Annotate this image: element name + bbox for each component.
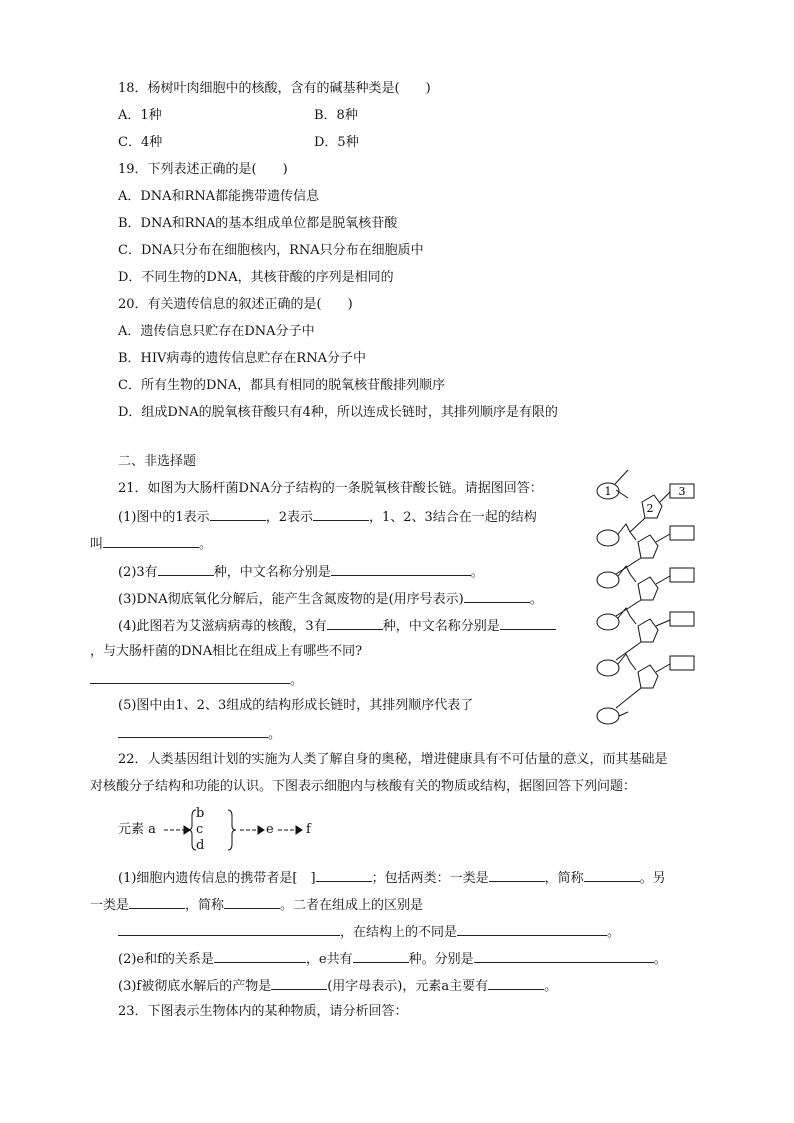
sugar-pentagon [638, 577, 658, 600]
q19-option-d: D．不同生物的DNA，其核苷酸的序列是相同的 [118, 270, 394, 285]
section-title: 二、非选择题 [118, 454, 197, 469]
sugar-pentagon [638, 535, 658, 558]
answer-blank[interactable] [457, 922, 607, 936]
q18-option-b: B．8种 [314, 108, 358, 123]
phosphate-circle [597, 614, 619, 630]
q21-part4-answer: 。 [90, 670, 303, 690]
label-1: 1 [604, 485, 612, 498]
q22-part3: (3)f被彻底水解后的产物是 (用字母表示)，元素a主要有 。 [118, 976, 557, 996]
q21-part3: (3)DNA彻底氧化分解后，能产生含氮废物的是(用序号表示) 。 [118, 589, 543, 609]
bond-line [616, 642, 641, 660]
q21-part4: (4)此图若为艾滋病病毒的核酸，3有 种，中文名称分别是 [118, 616, 556, 636]
phosphate-circle [597, 530, 619, 546]
flow-arrows [162, 806, 362, 854]
flow-d: d [196, 838, 205, 853]
q21-part4-cont: ，与大肠杆菌的DNA相比在组成上有哪些不同? [90, 644, 363, 659]
base-box [670, 656, 694, 670]
answer-blank[interactable] [90, 670, 290, 684]
q20-option-c: C．所有生物的DNA，都具有相同的脱氧核苷酸排列顺序 [118, 378, 446, 393]
base-box [670, 568, 694, 582]
q19-option-a: A．DNA和RNA都能携带遗传信息 [118, 189, 320, 204]
flow-element-a: 元素 a [118, 822, 156, 837]
answer-blank[interactable] [327, 616, 383, 630]
q21-stem: 21．如图为大肠杆菌DNA分子结构的一条脱氧核苷酸长链。请据图回答： [118, 481, 543, 496]
q18-stem: 18．杨树叶肉细胞中的核酸，含有的碱基种类是( ) [118, 81, 431, 96]
label-3: 3 [678, 485, 686, 498]
bond-line [656, 576, 670, 584]
answer-blank[interactable] [103, 534, 199, 548]
bond-line [618, 608, 636, 624]
q22-part1: (1)细胞内遗传信息的携带者是[ ] ；包括两类：一类是 ，简称 。另 [118, 868, 666, 888]
answer-blank[interactable] [210, 507, 266, 521]
q19-stem: 19．下列表述正确的是( ) [118, 162, 288, 177]
q22-stem-1: 22．人类基因组计划的实施为人类了解自身的奥秘，增进健康具有不可估量的意义，而其基础是 [118, 752, 668, 767]
q20-option-d: D．组成DNA的脱氧核苷酸只有4种，所以连成长链时，其排列顺序是有限的 [118, 405, 558, 420]
answer-blank[interactable] [158, 562, 214, 576]
label-2: 2 [646, 502, 654, 515]
q22-part1-cont: 一类是 ，简称 。二者在组成上的区别是 [90, 895, 423, 915]
phosphate-circle [597, 660, 619, 676]
phosphate-circle [597, 708, 619, 724]
q18-option-d: D．5种 [314, 135, 359, 150]
q21-part5-answer: 。 [118, 724, 281, 744]
flow-f: f [306, 822, 311, 837]
q18-option-a: A．1种 [118, 108, 162, 123]
bond-line [618, 524, 636, 540]
q21-part1-cont: 叫 。 [90, 534, 212, 554]
bond-line [660, 492, 670, 502]
q19-option-b: B．DNA和RNA的基本组成单位都是脱氧核苷酸 [118, 216, 398, 231]
q21-part5: (5)图中由1、2、3组成的结构形成长链时，其排列顺序代表了 [118, 698, 474, 713]
q22-part2: (2)e和f的关系是 ，e共有 种。分别是 。 [118, 949, 667, 969]
q20-option-a: A．遗传信息只贮存在DNA分子中 [118, 324, 315, 339]
answer-blank[interactable] [474, 949, 654, 963]
q21-part1: (1)图中的1表示 ，2表示 ，1、2、3结合在一起的结构 [118, 507, 537, 527]
q21-part2: (2)3有 种，中文名称分别是 。 [118, 562, 484, 582]
q18-option-c: C．4种 [118, 135, 163, 150]
base-box [670, 526, 694, 540]
answer-blank[interactable] [271, 976, 327, 990]
q22-stem-2: 对核酸分子结构和功能的认识。下图表示细胞内与核酸有关的物质或结构，据图回答下列问题： [90, 779, 637, 794]
bond-line [630, 518, 645, 532]
answer-blank[interactable] [118, 922, 340, 936]
bond-line [618, 566, 636, 582]
answer-blank[interactable] [313, 507, 369, 521]
sugar-pentagon [638, 665, 658, 688]
answer-blank[interactable] [489, 868, 545, 882]
answer-blank[interactable] [129, 895, 185, 909]
bond-line [616, 688, 641, 708]
flow-e: e [266, 822, 274, 837]
answer-blank[interactable] [584, 868, 640, 882]
q22-part1-cont-2: ，在结构上的不同是 。 [118, 922, 620, 942]
answer-blank[interactable] [316, 868, 372, 882]
q20-option-b: B．HIV病毒的遗传信息贮存在RNA分子中 [118, 351, 366, 366]
bond-line [656, 534, 670, 542]
bond-line [619, 712, 628, 716]
answer-blank[interactable] [331, 562, 471, 576]
answer-blank[interactable] [464, 589, 530, 603]
answer-blank[interactable] [214, 949, 306, 963]
backbone-line [615, 470, 628, 484]
base-box [670, 612, 694, 626]
element-flow-diagram [118, 806, 358, 854]
flow-b: b [196, 806, 205, 821]
flow-c: c [196, 822, 204, 837]
answer-blank[interactable] [224, 895, 280, 909]
nucleotide-chain-diagram [590, 462, 710, 730]
answer-blank[interactable] [500, 616, 556, 630]
answer-blank[interactable] [118, 724, 268, 738]
q19-option-c: C．DNA只分布在细胞核内，RNA只分布在细胞质中 [118, 243, 424, 258]
sugar-pentagon [638, 619, 658, 642]
q20-stem: 20．有关遗传信息的叙述正确的是( ) [118, 297, 353, 312]
bond-line [656, 664, 670, 672]
answer-blank[interactable] [488, 976, 544, 990]
phosphate-circle [597, 572, 619, 588]
bond-line [656, 620, 670, 626]
q23-stem: 23．下图表示生物体内的某种物质，请分析回答： [118, 1004, 408, 1019]
answer-blank[interactable] [353, 949, 409, 963]
